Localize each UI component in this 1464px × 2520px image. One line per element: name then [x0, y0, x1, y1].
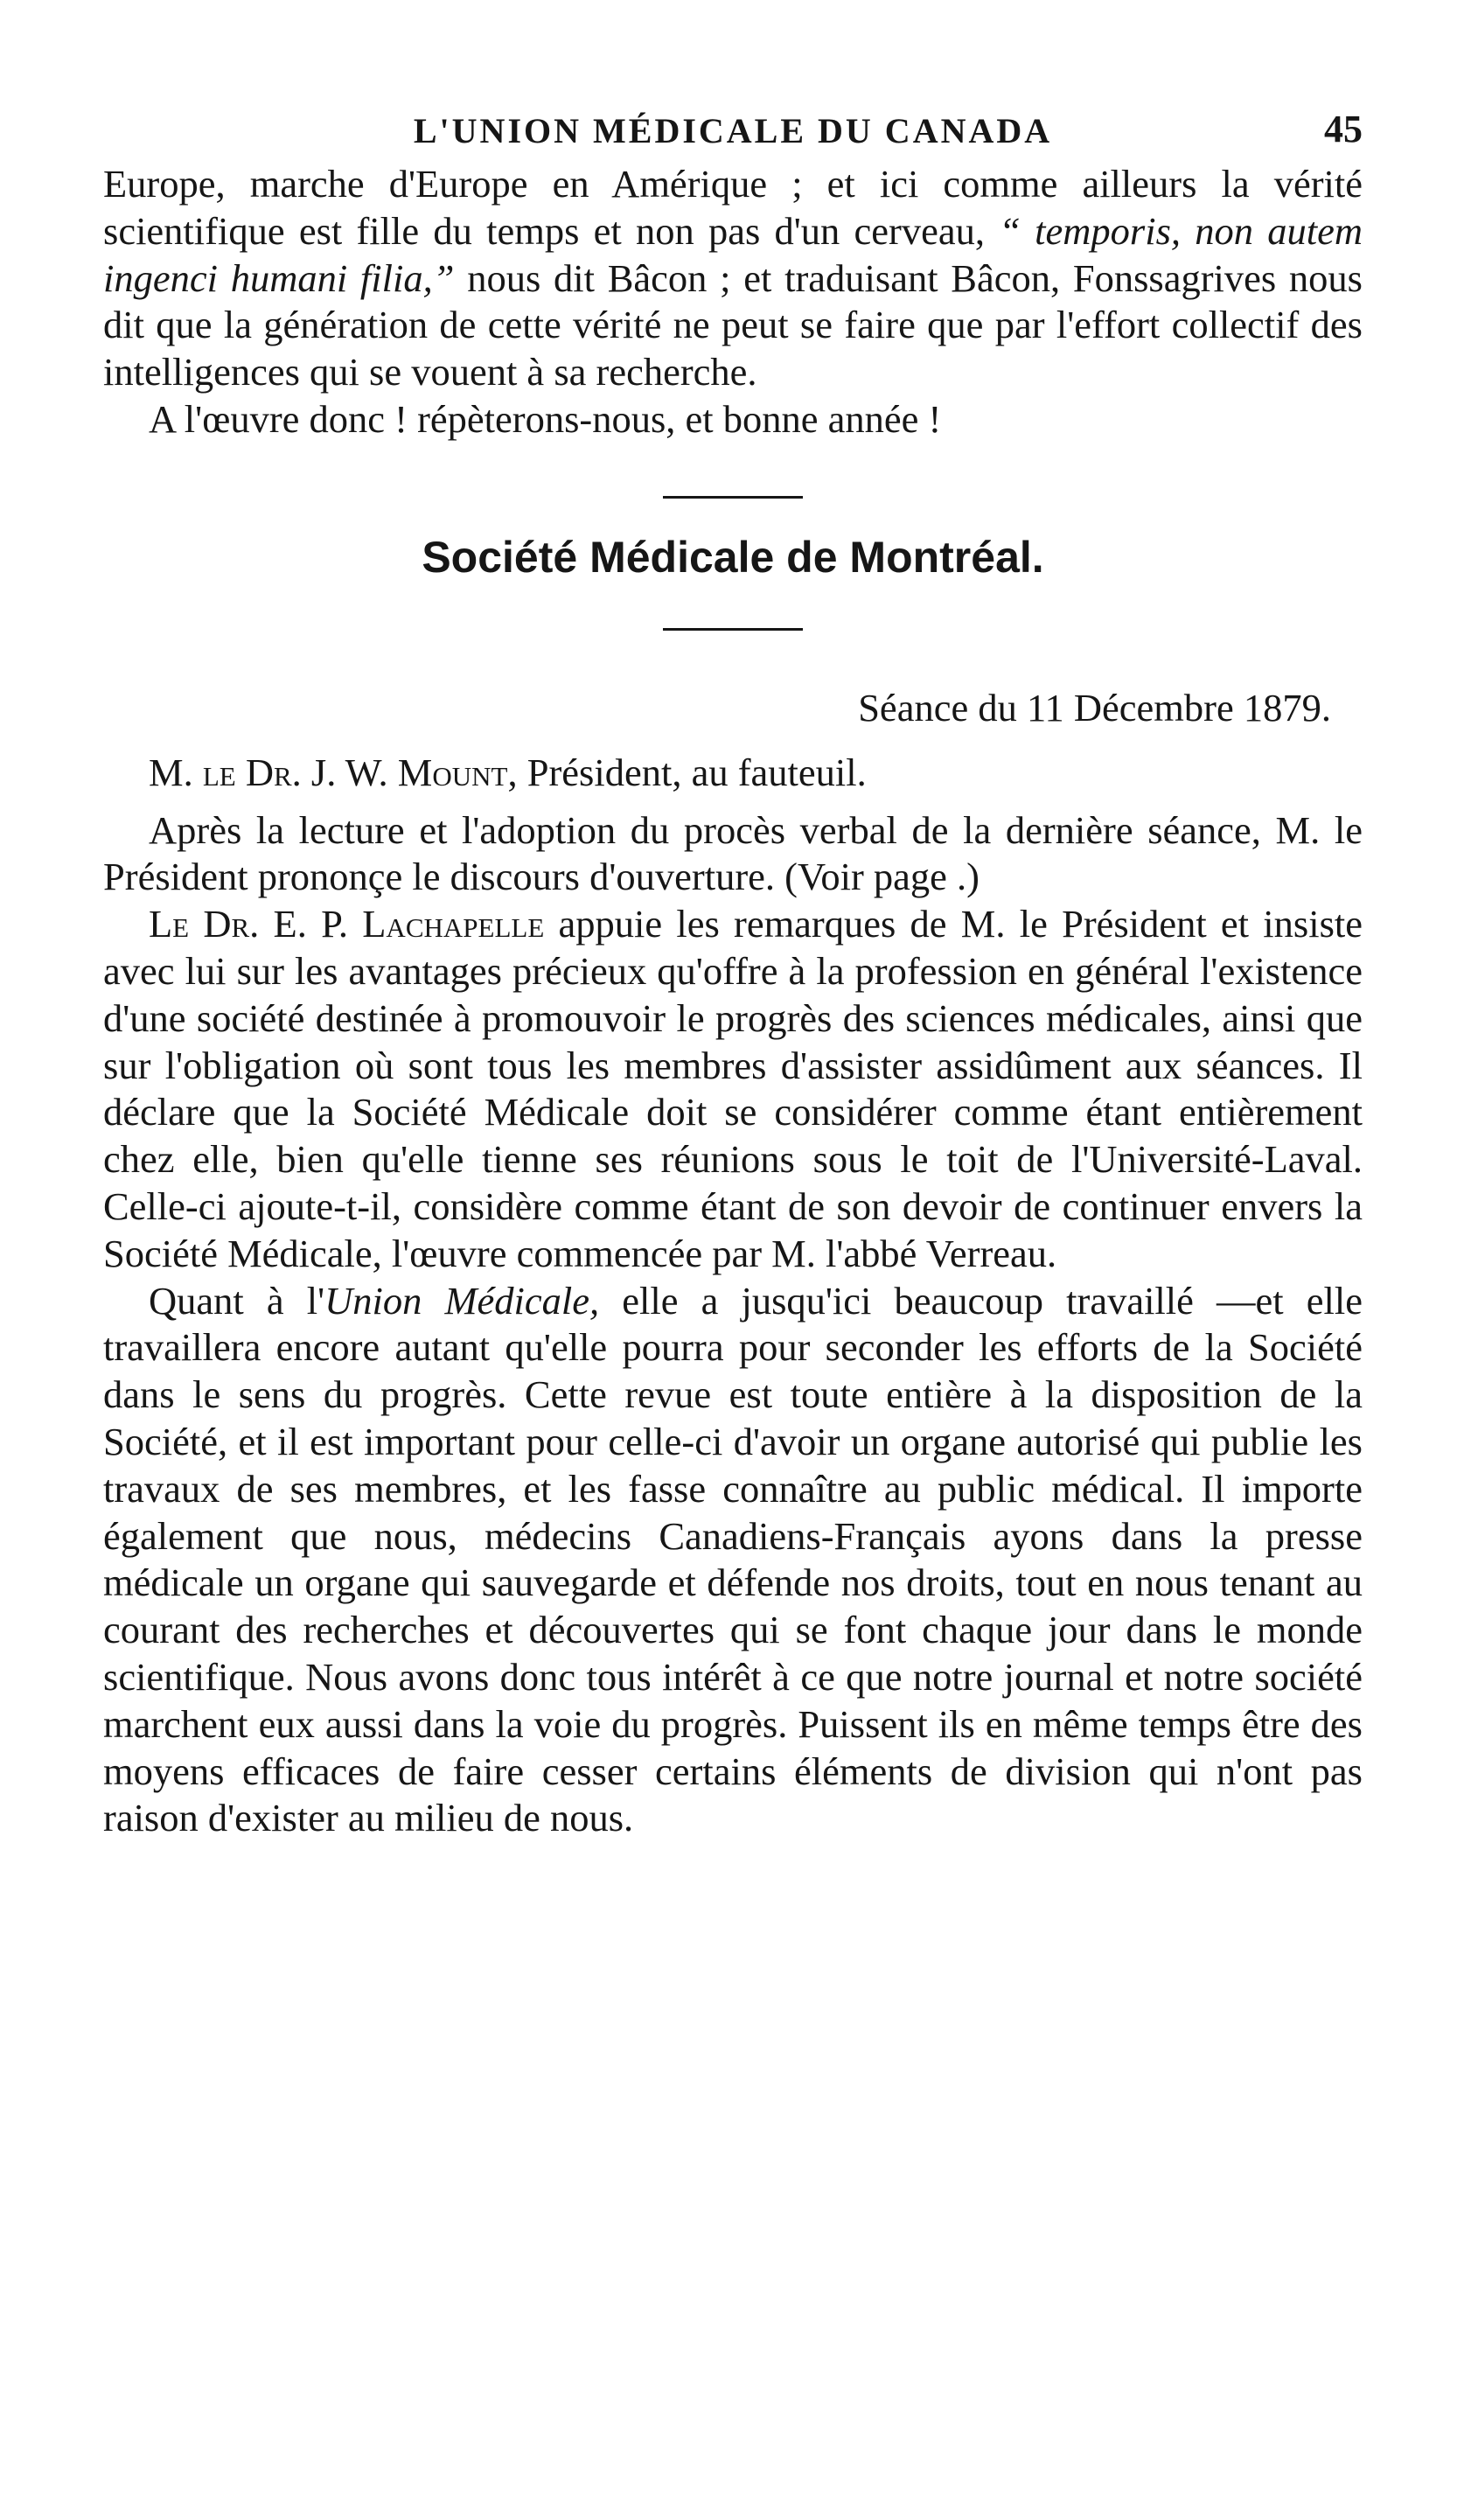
paragraph-union-start: Quant à l' [149, 1278, 325, 1323]
speaker-name: Le Dr. E. P. Lachapelle [149, 902, 545, 946]
section-title: Société Médicale de Montréal. [422, 532, 1044, 582]
paragraph-minutes: Après la lecture et l'adoption du procès verbal de la dernière séance, M. le Président prononçe le discours d'ouverture. (Voir page .) [103, 807, 1363, 899]
paragraph-union-text: elle a jusqu'ici beaucoup travaillé —et elle travaillera encore autant qu'elle pourra pour seconder les efforts de la Société dans le sens du progrès. Cette revue est toute entière à la disposition de la Société, et il est important pour celle-ci d'avoir un organe autorisé qui publie les travaux de ses membres, et les fasse connaître au public médical. Il importe également que nous, médecins Canadiens-Français ayons dans la presse médicale un organe qui sauvegarde et défende nos droits, tout en nous tenant au courant des recherches et découvertes qui se font chaque jour dans le monde scientifique. Nous avons donc tous intérêt à ce que notre journal et notre société marchent eux aussi dans la voie du progrès. Puissent ils en même temps être des moyens efficaces de faire cesser certains éléments de division qui n'ont pas raison d'exister au milieu de nous. [103, 1278, 1363, 1840]
latin-quote: “ temporis, non autem ingenci humani filia,” [103, 208, 1363, 300]
chair-name: M. le Dr. J. W. Mount, [149, 750, 518, 794]
paragraph-union-medicale [103, 1278, 1363, 1843]
page-number: 45 [1324, 108, 1363, 150]
intro-closing: A l'œuvre donc ! répèterons-nous, et bonne année ! [149, 396, 942, 441]
intro-line1: Europe, marche d'Europe en Amérique ; et ici comme ailleurs la vérité scientifique est fille du temps et non pas d'un cerveau, [103, 162, 1363, 253]
session-date: Séance du 11 Décembre 1879. [858, 685, 1331, 729]
chair-line [103, 750, 1363, 797]
paragraph-lachapelle [103, 901, 1363, 1277]
journal-page [103, 103, 1363, 1842]
intro-line2: nous dit Bâcon ; et traduisant Bâcon, Fonssagrives nous dit que la génération de cette vérité ne peut se faire que par l'effort collectif des intelligences qui se vouent à sa recherche. [103, 255, 1363, 394]
intro-paragraph [103, 161, 1363, 396]
page-header [103, 103, 1363, 159]
chair-role: Président, au fauteuil. [517, 750, 867, 794]
running-head: L'UNION MÉDICALE DU CANADA [413, 111, 1053, 150]
journal-name: Union Médicale, [324, 1278, 600, 1323]
separator-rule-top [663, 496, 803, 499]
separator-rule-bottom [663, 628, 803, 631]
paragraph-lachapelle-text: appuie les remarques de M. le Président et insiste avec lui sur les avantages précieux qu'offre à la profession en général l'existence d'une société destinée à promouvoir le progrès des sciences médicales, ainsi que sur l'obligation où sont tous les membres d'assister assidûment aux séances. Il déclare que la Société Médicale doit se considérer comme étant entièrement chez elle, bien qu'elle tienne ses réunions sous le toit de l'Université-Laval. Celle-ci ajoute-t-il, considère comme étant de son devoir de continuer envers la Société Médicale, l'œuvre commencée par M. l'abbé Verreau. [103, 902, 1363, 1275]
